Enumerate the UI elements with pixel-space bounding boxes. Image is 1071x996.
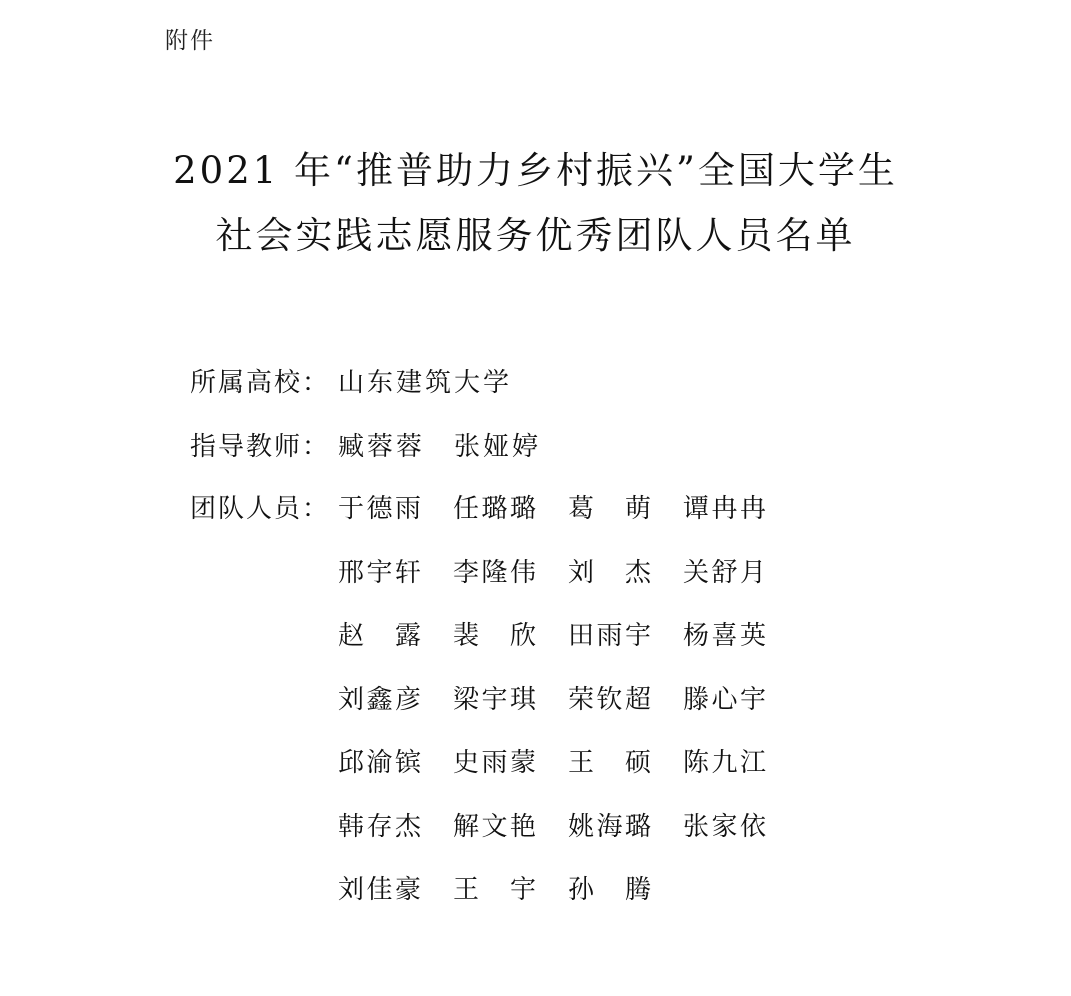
member-name: 谭 冉 冉 xyxy=(683,494,766,524)
member-name: 邢 宇 轩 xyxy=(338,557,421,588)
advisor-label: 指导教师： xyxy=(190,432,331,462)
member-row xyxy=(338,615,798,679)
advisor-field xyxy=(190,426,541,463)
member-name: 任 璐 璐 xyxy=(453,494,536,524)
member-list xyxy=(338,488,798,933)
member-name: 刘 佳 豪 xyxy=(338,875,421,905)
member-name: 史 雨 蒙 xyxy=(453,748,536,778)
member-row xyxy=(338,742,798,806)
school-field xyxy=(190,362,512,399)
members-label: 团队人员： xyxy=(190,494,331,524)
school-value: 山东建筑大学 xyxy=(338,368,513,398)
member-name: 陈 九 江 xyxy=(683,748,766,778)
member-name: 刘 鑫 彦 xyxy=(338,684,421,715)
member-name: 张 家 依 xyxy=(683,811,766,842)
member-name: 梁 宇 琪 xyxy=(453,684,536,715)
member-name: 荣 钦 超 xyxy=(568,684,651,715)
member-name: 赵 露 xyxy=(338,621,421,651)
member-name: 李 隆 伟 xyxy=(453,557,536,588)
member-name: 滕 心 宇 xyxy=(683,684,766,715)
school-label: 所属高校： xyxy=(190,368,331,398)
member-name: 王 宇 xyxy=(453,875,536,905)
attachment-label: 附件 xyxy=(165,28,215,54)
member-row xyxy=(338,552,798,616)
member-name: 关 舒 月 xyxy=(683,557,766,588)
member-name: 杨 喜 英 xyxy=(683,621,766,651)
advisor-value: 臧蓉蓉 张娅婷 xyxy=(338,432,542,462)
member-row xyxy=(338,869,798,933)
document-title-line-1: 2021 年“推普助力乡村振兴”全国大学生 xyxy=(173,149,898,192)
members-field xyxy=(190,488,338,525)
member-row xyxy=(338,679,798,743)
member-name: 王 硕 xyxy=(568,748,651,778)
member-name: 姚 海 璐 xyxy=(568,811,651,842)
member-name: 裴 欣 xyxy=(453,621,536,651)
document-title-line-2: 社会实践志愿服务优秀团队人员名单 xyxy=(215,214,856,257)
member-row xyxy=(338,488,798,552)
member-name: 于 德 雨 xyxy=(338,494,421,524)
member-name: 刘 杰 xyxy=(568,557,651,588)
member-name: 韩 存 杰 xyxy=(338,811,421,842)
member-row xyxy=(338,806,798,870)
member-name: 孙 腾 xyxy=(568,875,651,905)
member-name: 解 文 艳 xyxy=(453,811,536,842)
member-name: 葛 萌 xyxy=(568,494,651,524)
member-name: 邱 渝 镔 xyxy=(338,748,421,778)
member-name: 田 雨 宇 xyxy=(568,621,651,651)
